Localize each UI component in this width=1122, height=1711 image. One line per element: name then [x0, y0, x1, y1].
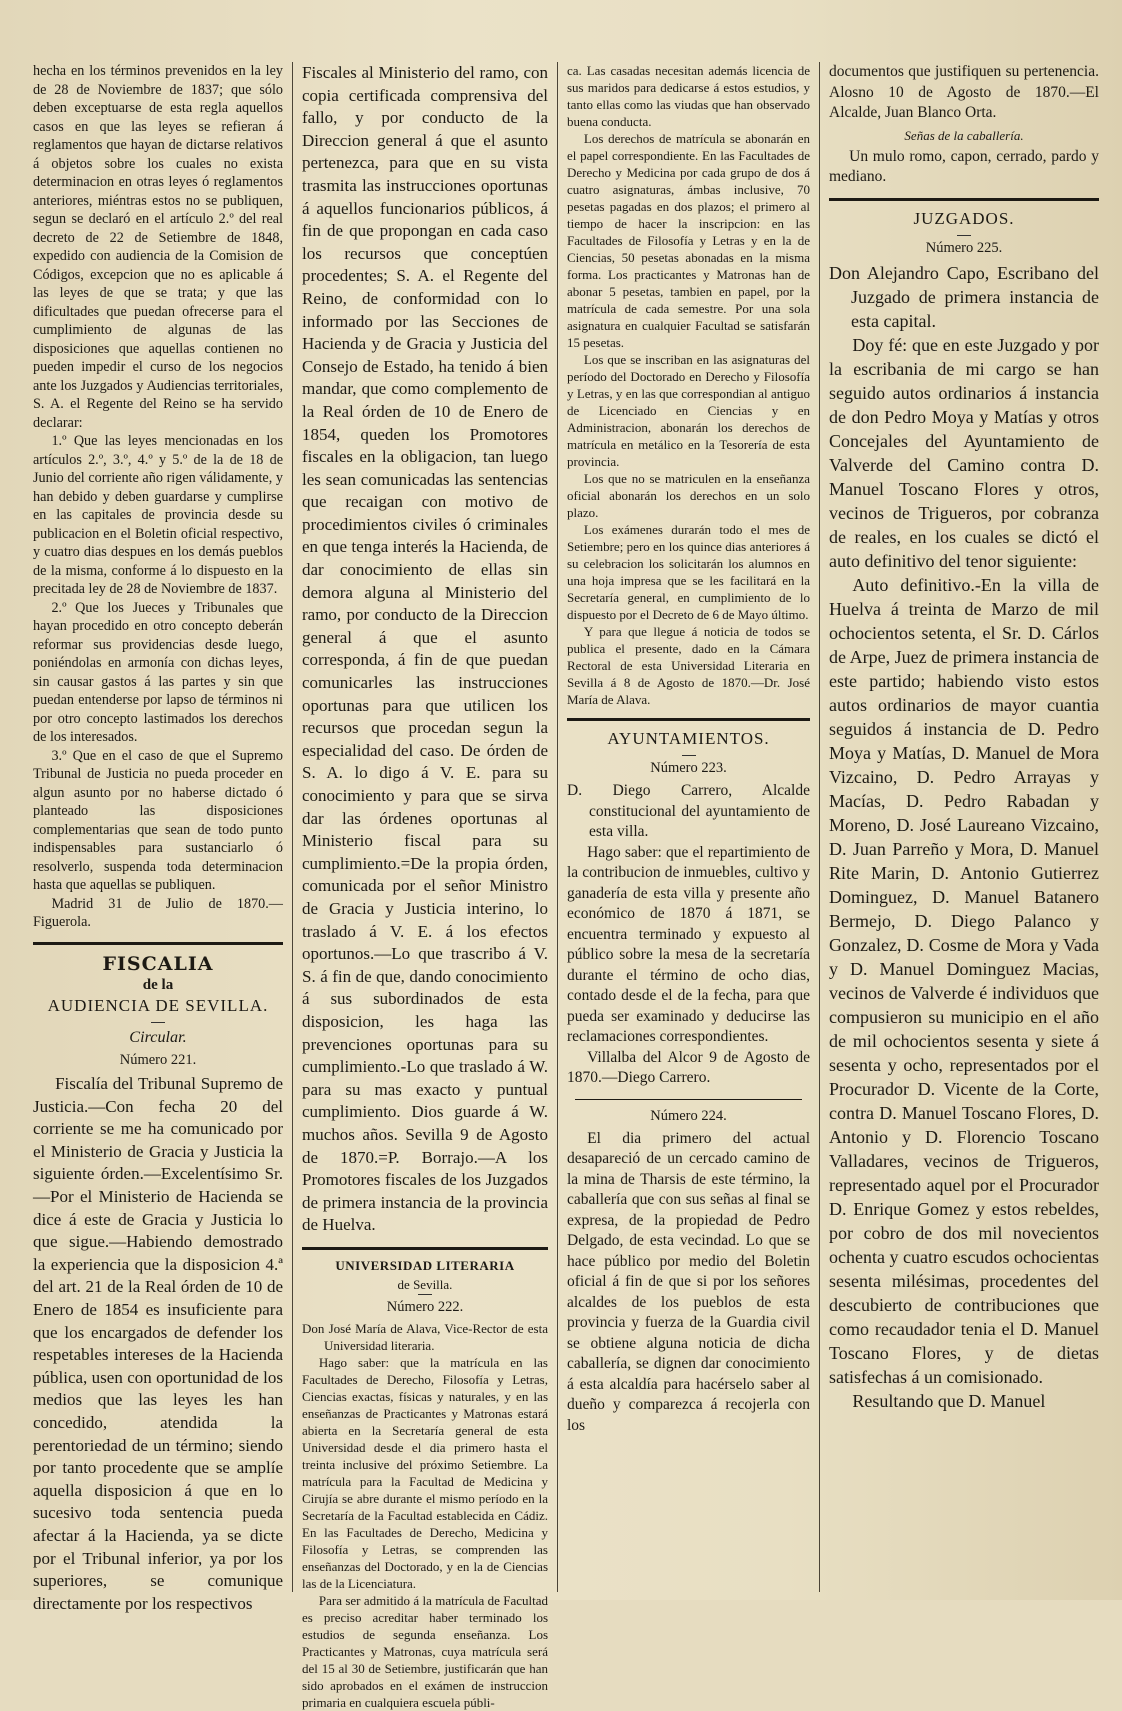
paragraph: Don Alejandro Capo, Escribano del Juzgado de primera instancia de esta capital.: [829, 262, 1099, 331]
paragraph: ca. Las casadas necesitan además licencia de sus maridos para dedicarse á estos estudios, y tanto ellas como las viudas que han observado buena conducta.: [567, 63, 810, 129]
item-number: Número 222.: [386, 1298, 464, 1315]
item-rule: [575, 1099, 802, 1100]
section-subheading: de Sevilla.: [397, 1276, 453, 1292]
paragraph: Resultando que D. Manuel: [852, 1390, 1046, 1411]
paragraph: documentos que justifiquen su pertenencia. Alosno 10 de Agosto de 1870.—El Alcalde, Juan Blanco Orta.: [829, 63, 1099, 121]
paragraph: Los exámenes durarán todo el mes de Setiembre; pero en los quince dias anteriores á su celebracion los solicitarán los alumnos en una hoja impresa que se les facilitará en la Secretaría general, en cumplimiento de lo dispuesto por el Decreto de 6 de Mayo último.: [567, 522, 810, 622]
heading-dash: [151, 1022, 165, 1023]
column-3: [557, 62, 819, 1592]
item-number: Número 223.: [650, 760, 727, 776]
paragraph: Un mulo romo, capon, cerrado, pardo y mediano.: [829, 147, 1099, 185]
paragraph: Hago saber: que la matrícula en las Facultades de Derecho, Filosofía y Letras, Ciencias exactas, físicas y naturales, y en las enseñanzas de Practicantes y Matronas estará abierta en la Secretaría general de esta Universidad desde el dia primero hasta el treinta inclusive del próximo Setiembre. La matrícula para la Facultad de Medicina y Cirujía se abre durante el mismo período en la Secretaría de la Facultad establecida en Cádiz. En las Facultades de Derecho, Medicina y Filosofía y Letras, se comprenden las enseñanzas del Doctorado, y en la de Ciencias las de la Licenciatura.: [302, 1354, 548, 1591]
paragraph: Los que se inscriban en las asignaturas del período del Doctorado en Derecho y Filosofía y Letras, y en las que correspondian al antiguo de Licenciado en Ciencias y en Administracion, abonarán los derechos de matrícula en metálico en la Tesorería de esta provincia.: [567, 352, 810, 469]
paragraph: D. Diego Carrero, Alcalde constitucional del ayuntamiento de esta villa.: [567, 782, 810, 840]
column-2: [292, 62, 557, 1710]
column-1: [24, 62, 292, 1613]
column-4: [819, 62, 1108, 1592]
paragraph: El dia primero del actual desapareció de un cercado camino de la mina de Tharsis de este término, la caballería que con sus señas al final se expresa, de la propiedad de Pedro Delgado, de esta vecindad. Lo que se hace público por medio del Boletin oficial á fin de que si por los señores alcaldes de los pueblos de esta provincia y fuerza de la Guardia civil se obtiene alguna noticia de dicha caballería, se dignen dar conocimiento á esta alcaldía para hacérselo saber al dueño y comparezca á recojerla con los: [567, 1129, 810, 1434]
paragraph: Fiscalía del Tribunal Supremo de Justicia.—Con fecha 20 del corriente se me ha comunicado por el Ministerio de Gracia y Justicia la siguiente órden.—Excelentísimo Sr.—Por el Ministerio de Hacienda se dice á este de Gracia y Justicia lo que sigue.—Habiendo demostrado la experiencia que la disposicion 4.ª del art. 21 de la Real órden de 10 de Enero de 1854 es insuficiente para que los encargados de defender los respetables intereses de la Hacienda pública, usen con oportunidad de los medios que las leyes les han concedido, atendida la perentoriedad de un término; siendo por tanto procedente que se amplíe aquella disposicion á que en lo sucesivo toda sentencia pueda afectar á la Hacienda, ya se dicte por el Tribunal inferior, ya por los superiores, se comunique directamente por los respectivos: [33, 1074, 283, 1613]
item-number: Número 221.: [119, 1052, 197, 1069]
heading-dash: [418, 1294, 432, 1295]
subheading: Señas de la caballería.: [904, 127, 1024, 143]
paragraph: 3.º Que en el caso de que el Supremo Tribunal de Justicia no pueda proceder en algun asunto por no haberse dictado ó planteado las disposiciones complementarias que sean de todo punto indispensables para sustanciarlo ó resolverlo, suspenda toda determinacion hasta que aquellas se publiquen.: [33, 747, 283, 893]
section-heading: UNIVERSIDAD LITERARIA: [335, 1257, 515, 1273]
paragraph: Fiscales al Ministerio del ramo, con copia certificada comprensiva del fallo, y por conducto de la Direccion general á que el asunto pertenezca, para que en su vista trasmita las instrucciones oportunas á aquellos funcionarios públicos, á fin de que propongan en cada caso los recursos que conceptúen procedentes; S. A. el Regente del Reino, de conformidad con lo informado por las Secciones de Hacienda y de Gracia y Justicia del Consejo de Estado, ha tenido á bien mandar, que como complemento de la Real órden de 10 de Enero de 1854, queden los Promotores fiscales en la obligacion, tan luego les sean comunicadas las sentencias que recaigan con motivo de procedimientos civiles ó criminales en que tenga interés la Hacienda, de dar conocimiento de ellas sin demora alguna al Ministerio del ramo, por conducto de la Direccion general á que el asunto corresponda, á fin de que puedan comunicarles las instrucciones oportunas para que utilicen los recursos que procedan segun la especialidad del caso. De órden de S. A. lo digo á V. E. para su conocimiento y para que se sirva dar las órdenes oportunas al Ministerio fiscal para su cumplimiento.=De la propia órden, comunicada por el señor Ministro de Gracia y Justicia interino, lo traslado á V. E. á los efectos oportunos.—Lo que trascribo á V. S. á fin de que, dando conocimiento á sus subordinados de esta disposicion, les haga las prevenciones oportunas para su cumplimiento.-Lo que traslado á W. para su mas exacto y puntual cumplimiento. Dios guarde á W. muchos años. Sevilla 9 de Agosto de 1870.=P. Borrajo.—A los Promotores fiscales de los Juzgados de primera instancia de la provincia de Huelva.: [302, 63, 548, 1235]
section-rule: [829, 198, 1099, 201]
paragraph: Villalba del Alcor 9 de Agosto de 1870.—Diego Carrero.: [567, 1048, 810, 1086]
paragraph: Don José María de Alava, Vice-Rector de esta Universidad literaria.: [302, 1320, 548, 1353]
paragraph: 2.º Que los Jueces y Tribunales que hayan procedido en otro concepto deberán reformar sus providencias desde luego, poniéndolas en armonía con dichas leyes, sin causar gastos á las partes y sin que puedan entenderse por lapso de términos ni por otro concepto lastimados los derechos de los interesados.: [33, 599, 283, 745]
paragraph: Doy fé: que en este Juzgado y por la escribania de mi cargo se han seguido autos ordinarios á instancia de don Pedro Moya y Matías y otros Concejales del Ayuntamiento de Valverde del Camino contra D. Manuel Toscano Flores y otros, vecinos de Trigueros, por cobranza de reales, en los cuales se dictó el auto definitivo del tenor siguiente:: [829, 334, 1099, 571]
section-rule: [302, 1247, 548, 1250]
columns-container: [24, 62, 1108, 1710]
heading-dash: [957, 235, 971, 236]
paragraph: Los derechos de matrícula se abonarán en el papel correspondiente. En las Facultades de Derecho y Medicina por cada grupo de dos á cuatro asignaturas, ámbas inclusive, 70 pesetas pagadas en dos plazos; el primero al tiempo de hacer la inscripcion: en las Facultades de Filosofía y Letras y en la de Ciencias, 50 pesetas abonadas en la misma forma. Los practicantes y Matronas han de abonar 5 pesetas, tambien en papel, por la matrícula de cada semestre. Por una sola asignatura en cualquier Facultad se satisfarán 15 pesetas.: [567, 131, 810, 350]
paragraph: Y para que llegue á noticia de todos se publica el presente, dado en la Cámara Rectoral de esta Universidad Literaria en Sevilla á 8 de Agosto de 1870.—Dr. José María de Alava.: [567, 624, 810, 707]
paragraph: Auto definitivo.-En la villa de Huelva á treinta de Marzo de mil ochocientos setenta, el Sr. D. Cárlos de Arpe, Juez de primera instancia de este partido; habiendo visto estos autos ordinarios de mayor cuantia seguidos á instancia de D. Pedro Moya y Matías, D. Manuel de Mora Vizcaino, D. Pedro Arrayas y Macías, D. Pedro Rabadan y Moreno, D. José Laureano Vizcaino, D. Juan Parreño y Mora, D. Manuel Rite Marin, D. Antonio Gutierrez Dominguez, D. Manuel Batanero Bermejo, D. Diego Palanco y Gonzalez, D. Cosme de Mora y Vada y D. Manuel Dominguez Macias, vecinos de Valverde é individuos que compusieron su municipio en el año de mil ochocientos sesenta y siete á sesenta y ocho, representados por el Procurador D. Vicente de la Corte, contra D. Manuel Toscano Flores, D. Antonio y D. Florencio Toscano Valladares, vecinos de Trigueros, representado aquel por el Procurador D. Enrique Gomez y estos rebeldes, por cobro de dos mil novecientos ochenta y cuatro escudos ochocientas sesenta milésimas, procedentes del descubierto de contribuciones que como recaudador tenia el D. Manuel Toscano Flores, y de dietas satisfechas á un comisionado.: [829, 574, 1099, 1387]
paragraph: 1.º Que las leyes mencionadas en los artículos 2.º, 3.º, 4.º y 5.º de la de 18 de Junio del corriente año rigen válidamente, y han debido y deben guardarse y cumplirse en las capitales de provincia desde su publicacion en el Boletin oficial respectivo, y cuatro dias despues en los demás pueblos de la misma, conforme á lo dispuesto en la precitada ley de 28 de Noviembre de 1837.: [33, 433, 283, 597]
section-subheading: de la: [142, 976, 174, 993]
item-number: Número 225.: [925, 239, 1003, 256]
paragraph: hecha en los términos prevenidos en la ley de 28 de Noviembre de 1837; que sólo deben exceptuarse de esta regla aquellos casos en que las leyes se refieran á reglamentos que hayan de dictarse relativos á objetos sobre los cuales no exista determinacion en otras leyes ó reglamentos anteriores, miéntras estos no se publiquen, segun se declaró en el artículo 2.º del real decreto de 22 de Setiembre de 1848, expedido con audiencia de la Comision de Códigos, excepcion que no es aplicable á las leyes de que se trata; y que las dificultades que puedan ofrecerse para el cumplimiento de algunas de las disposiciones que aquellas contienen no pueden impedir el curso de los negocios ante los Juzgados y Audiencias territoriales, S. A. el Regente del Reino se ha servido declarar:: [33, 63, 283, 431]
paragraph: Para ser admitido á la matrícula de Facultad es preciso acreditar haber terminado los estudios de segunda enseñanza. Los Practicantes y Matronas, cuya matrícula será del 15 al 30 de Setiembre, justificarán que han sido aprobados en el exámen de instruccion primaria en cualquiera escuela públi-: [302, 1592, 548, 1710]
section-rule: [567, 718, 810, 721]
section-subheading: Circular.: [129, 1027, 187, 1046]
paragraph: Los que no se matriculen en la enseñanza oficial abonarán los derechos en un solo plazo.: [567, 471, 810, 520]
paragraph: Hago saber: que el repartimiento de la contribucion de inmuebles, cultivo y ganadería de esta villa y presente año económico de 1870 á 1871, se encuentra terminado y expuesto al público sobre la mesa de la secretaría durante el término de ocho dias, contado desde el de la fecha, para que pueda ser examinado y deducirse las reclamaciones correspondientes.: [567, 843, 810, 1045]
paragraph: Madrid 31 de Julio de 1870.—Figuerola.: [33, 895, 283, 930]
section-heading: FISCALIA: [102, 952, 214, 975]
section-heading: JUZGADOS.: [913, 208, 1015, 228]
section-heading: AYUNTAMIENTOS.: [607, 729, 770, 748]
section-heading: AUDIENCIA DE SEVILLA.: [47, 995, 269, 1015]
section-rule: [33, 942, 283, 945]
heading-dash: [682, 755, 696, 756]
item-number: Número 224.: [650, 1107, 727, 1124]
